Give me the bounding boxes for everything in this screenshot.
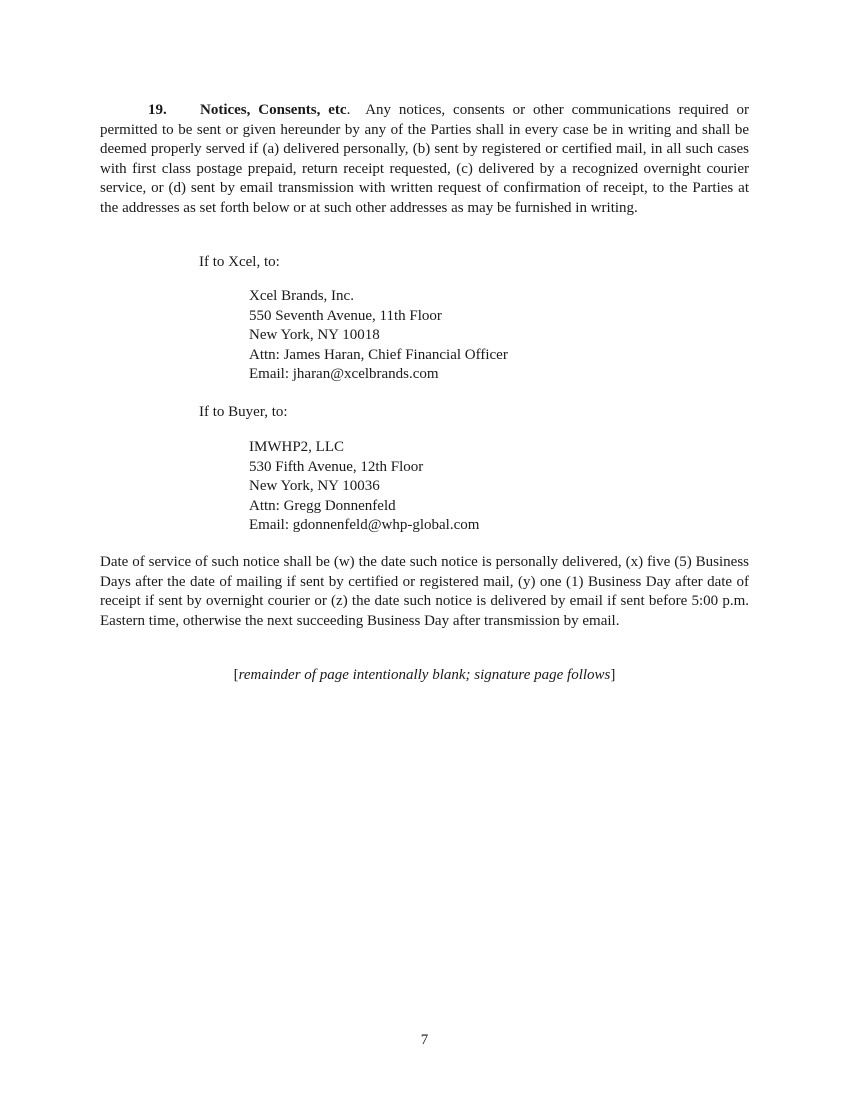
remainder-open-bracket: [ — [233, 667, 239, 683]
buyer-address-label: If to Buyer, to: — [199, 404, 288, 420]
xcel-email: Email: jharan@xcelbrands.com — [249, 366, 439, 382]
buyer-street: 530 Fifth Avenue, 12th Floor — [249, 458, 424, 475]
section-number: 19. — [148, 102, 167, 118]
date-of-service-paragraph: Date of service of such notice shall be (w) the date such notice is personally delivered, (x) five (5) Business Days after the date of mailing if sent by certified or registered mail, (y) one (1) Business Day after date of receipt if sent by overnight courier or (z) the date such notice is delivered by email if sent before 5:00 p.m. Eastern time, otherwise the next succeeding Business Day after transmission by email. — [100, 554, 749, 629]
xcel-address-block — [249, 287, 508, 385]
remainder-text: remainder of page intentionally blank; signature page follows — [238, 667, 611, 683]
xcel-company-name: Xcel Brands, Inc. — [249, 288, 354, 304]
buyer-attn: Attn: Gregg Donnenfeld — [249, 497, 396, 514]
xcel-street: 550 Seventh Avenue, 11th Floor — [249, 307, 442, 324]
buyer-email: Email: gdonnenfeld@whp-global.com — [249, 517, 480, 533]
page-number: 7 — [420, 1032, 429, 1048]
xcel-address-label: If to Xcel, to: — [199, 254, 280, 270]
xcel-attn: Attn: James Haran, Chief Financial Officer — [249, 346, 508, 363]
buyer-city: New York, NY 10036 — [249, 478, 380, 494]
section-title-end: . — [346, 102, 351, 118]
remainder-close-bracket: ] — [610, 667, 616, 683]
buyer-company-name: IMWHP2, LLC — [249, 439, 344, 455]
xcel-city: New York, NY 10018 — [249, 327, 380, 343]
notices-section-paragraph — [100, 101, 753, 218]
buyer-address-block — [249, 438, 479, 536]
section-body: Any notices, consents or other communications required or permitted to be sent or given hereunder by any of the Parties shall in every case be in writing and shall be deemed properly served if (a) delivered personally, (b) sent by registered or certified mail, in all such cases with first class postage prepaid, return receipt requested, (c) delivered by a recognized overnight courier service, or (d) sent by email transmission with written request of confirmation of receipt, to the Parties at the addresses as set forth below or at such other addresses as may be furnished in writing. — [100, 102, 753, 216]
remainder-note — [0, 666, 849, 686]
section-title: Notices, Consents, etc — [200, 102, 347, 118]
